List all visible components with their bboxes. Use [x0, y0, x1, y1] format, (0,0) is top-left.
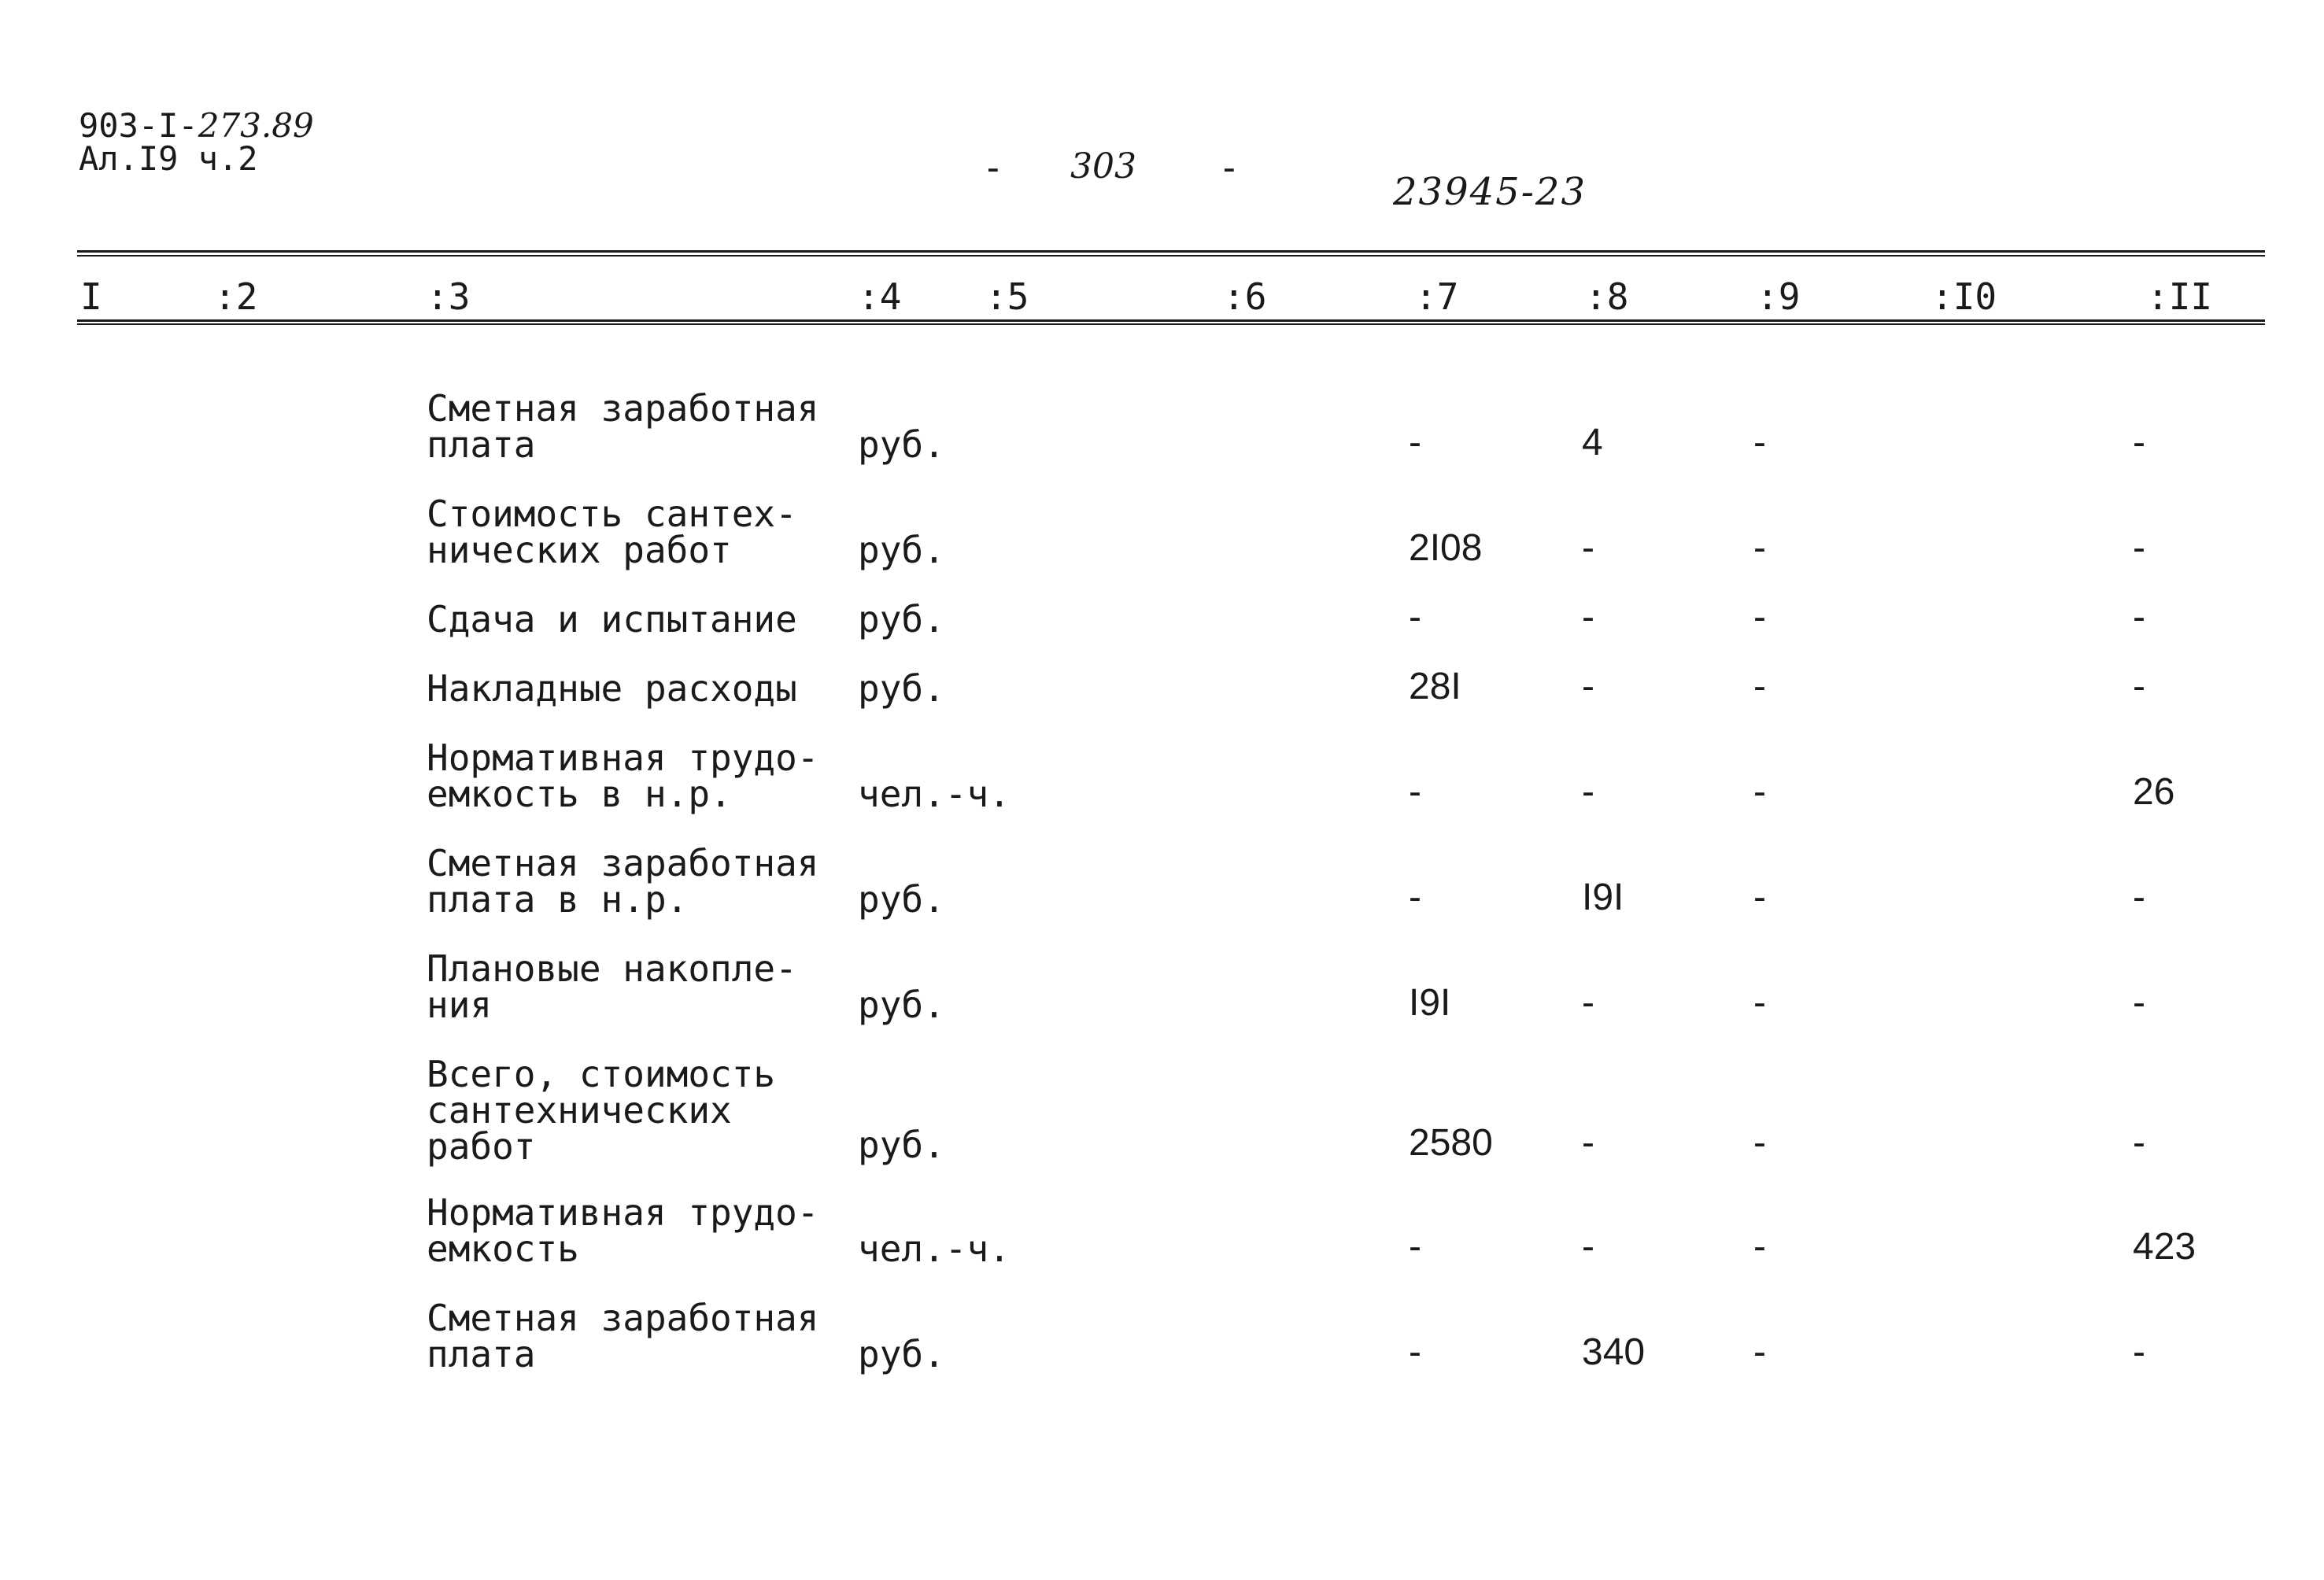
row-9-unit: чел.-ч.: [858, 1227, 1011, 1270]
row-2-col11: -: [2133, 527, 2145, 569]
row-10-unit: руб.: [858, 1333, 945, 1375]
row-7-description: Плановые накопле- ния: [427, 947, 797, 1026]
row-6-unit: руб.: [858, 878, 945, 921]
row-3-col7: -: [1409, 596, 1421, 638]
row-2-col8: -: [1582, 527, 1594, 569]
document-number: 23945-23: [1393, 170, 1587, 214]
row-8-col8: -: [1582, 1122, 1594, 1164]
row-7-col9: -: [1753, 982, 1766, 1024]
row-10-col7: -: [1409, 1331, 1421, 1373]
table-top-rule-2: [77, 255, 2265, 257]
column-header-1: I: [80, 275, 102, 318]
row-9-col9: -: [1753, 1226, 1766, 1268]
row-5-unit: чел.-ч.: [858, 773, 1011, 815]
row-3-col8: -: [1582, 596, 1594, 638]
row-2-col7: 2I08: [1409, 527, 1483, 569]
row-4-col11: -: [2133, 666, 2145, 707]
document-code-printed: 903-I-: [79, 106, 198, 145]
row-7-col7: I9I: [1409, 982, 1451, 1024]
row-5-description: Нормативная трудо- емкость в н.р.: [427, 736, 819, 815]
row-2-col9: -: [1753, 527, 1766, 569]
row-1-description: Сметная заработная плата: [427, 387, 819, 466]
row-9-col11: 423: [2133, 1226, 2197, 1268]
row-2-unit: руб.: [858, 529, 945, 571]
row-1-col11: -: [2133, 422, 2145, 463]
row-4-col8: -: [1582, 666, 1594, 707]
row-10-col11: -: [2133, 1331, 2145, 1373]
row-10-description: Сметная заработная плата: [427, 1297, 819, 1375]
row-8-col9: -: [1753, 1122, 1766, 1164]
column-header-5: :5: [985, 275, 1029, 318]
row-1-col7: -: [1409, 422, 1421, 463]
column-header-6: :6: [1223, 275, 1267, 318]
row-3-col11: -: [2133, 596, 2145, 638]
page-dash-right: -: [1218, 146, 1240, 189]
row-10-col8: 340: [1582, 1331, 1646, 1373]
row-3-description: Сдача и испытание: [427, 598, 797, 640]
row-8-unit: руб.: [858, 1124, 945, 1166]
page-number: 303: [1070, 146, 1136, 186]
row-2-description: Стоимость сантех- нических работ: [427, 493, 797, 571]
row-1-unit: руб.: [858, 423, 945, 466]
column-header-10: :I0: [1931, 275, 1997, 318]
column-header-11: :II: [2147, 275, 2213, 318]
row-5-col11: 26: [2133, 771, 2175, 813]
row-3-unit: руб.: [858, 598, 945, 640]
row-4-description: Накладные расходы: [427, 667, 797, 710]
header-bottom-rule-2: [77, 323, 2265, 325]
row-9-description: Нормативная трудо- емкость: [427, 1191, 819, 1270]
row-1-col8: 4: [1582, 422, 1603, 463]
document-code: [79, 106, 314, 145]
row-6-col8: I9I: [1582, 877, 1624, 918]
row-6-description: Сметная заработная плата в н.р.: [427, 842, 819, 921]
column-header-2: :2: [214, 275, 258, 318]
row-10-col9: -: [1753, 1331, 1766, 1373]
row-6-col7: -: [1409, 877, 1421, 918]
row-8-description: Всего, стоимость сантехнических работ: [427, 1053, 776, 1168]
row-3-col9: -: [1753, 596, 1766, 638]
row-6-col9: -: [1753, 877, 1766, 918]
column-header-9: :9: [1757, 275, 1801, 318]
column-header-3: :3: [427, 275, 471, 318]
row-1-col9: -: [1753, 422, 1766, 463]
row-4-col7: 28I: [1409, 666, 1461, 707]
row-4-unit: руб.: [858, 667, 945, 710]
album-part: Ал.I9 ч.2: [79, 139, 258, 178]
row-7-unit: руб.: [858, 984, 945, 1026]
row-9-col7: -: [1409, 1226, 1421, 1268]
column-header-7: :7: [1415, 275, 1459, 318]
column-header-8: :8: [1585, 275, 1629, 318]
table-top-rule: [77, 250, 2265, 253]
row-5-col9: -: [1753, 771, 1766, 813]
row-7-col8: -: [1582, 982, 1594, 1024]
row-9-col8: -: [1582, 1226, 1594, 1268]
header-bottom-rule: [77, 319, 2265, 322]
row-8-col7: 2580: [1409, 1122, 1493, 1164]
row-6-col11: -: [2133, 877, 2145, 918]
page-dash-left: -: [982, 146, 1004, 189]
row-5-col8: -: [1582, 771, 1594, 813]
row-4-col9: -: [1753, 666, 1766, 707]
row-8-col11: -: [2133, 1122, 2145, 1164]
row-5-col7: -: [1409, 771, 1421, 813]
column-header-4: :4: [858, 275, 902, 318]
document-code-handwritten: 273.89: [198, 106, 314, 145]
row-7-col11: -: [2133, 982, 2145, 1024]
